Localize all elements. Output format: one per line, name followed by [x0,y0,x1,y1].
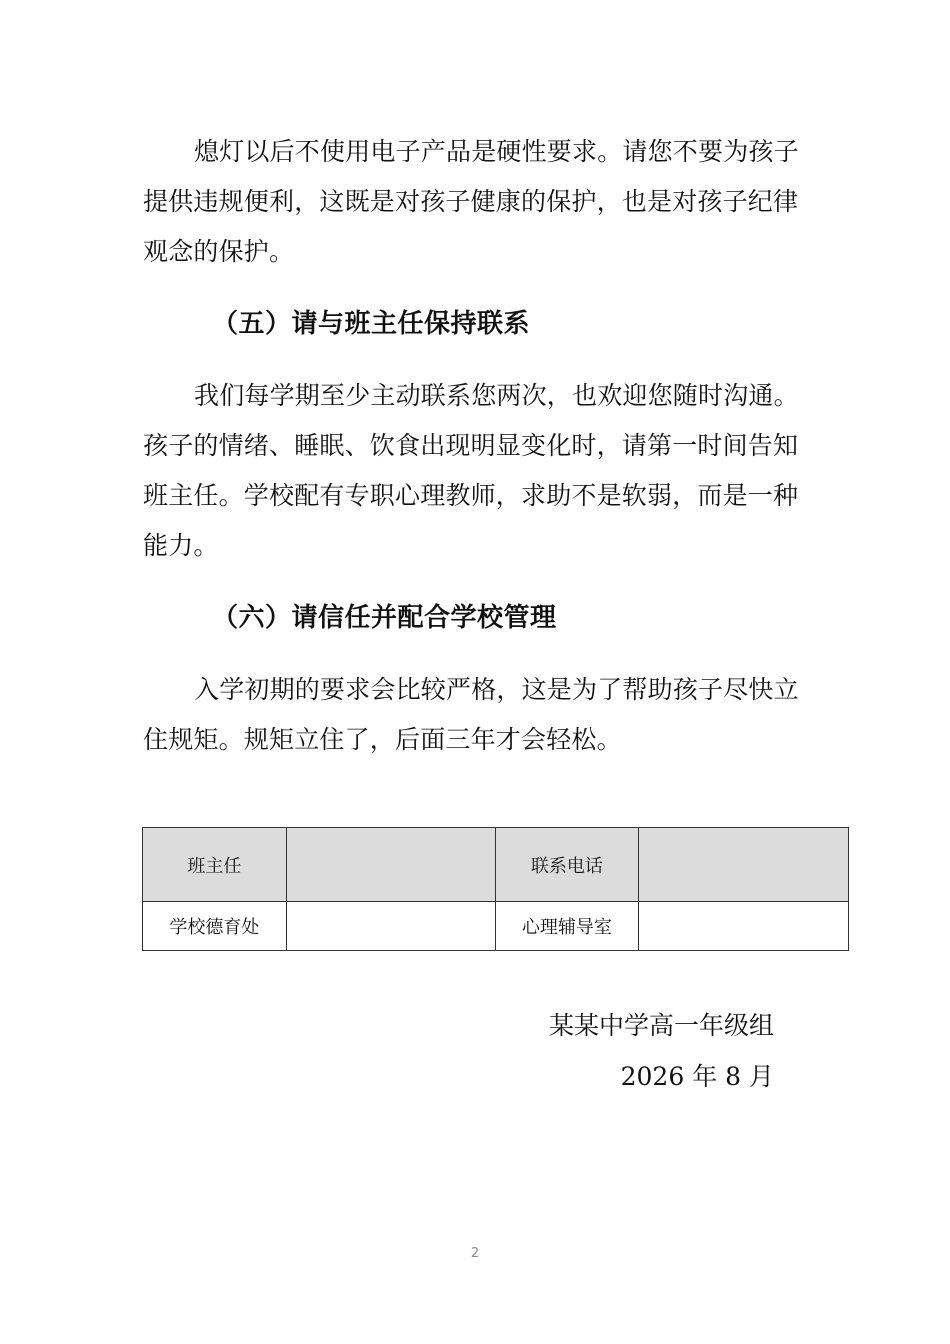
cell-label-counseling-room: 心理辅导室 [495,902,639,951]
cell-value-head-teacher [286,828,495,902]
cell-value-phone [639,828,849,902]
paragraph-trust: 入学初期的要求会比较严格，这是为了帮助孩子尽快立住规矩。规矩立住了，后面三年才会轻松。 [143,675,799,754]
heading-trust-school: （六）请信任并配合学校管理 [212,603,557,633]
signature-date: 2026 年 8 月 [620,1062,774,1091]
paragraph-electronics: 熄灯以后不使用电子产品是硬性要求。请您不要为孩子提供违规便利，这既是对孩子健康的保护，也是对孩子纪律观念的保护。 [143,137,799,266]
table-row [143,902,849,951]
heading-contact-teacher: （五）请与班主任保持联系 [212,309,531,339]
contact-table [142,827,849,951]
signature-org: 某某中学高一年级组 [548,1011,774,1040]
cell-label-head-teacher: 班主任 [143,828,287,902]
paragraph-contact: 我们每学期至少主动联系您两次，也欢迎您随时沟通。孩子的情绪、睡眠、饮食出现明显变化时，请第一时间告知班主任。学校配有专职心理教师，求助不是软弱，而是一种能力。 [143,381,799,560]
cell-value-moral-office [286,902,495,951]
page-number: 2 [470,1246,480,1261]
cell-label-moral-office: 学校德育处 [143,902,287,951]
cell-label-phone: 联系电话 [495,828,639,902]
table-row [143,828,849,902]
cell-value-counseling-room [639,902,849,951]
